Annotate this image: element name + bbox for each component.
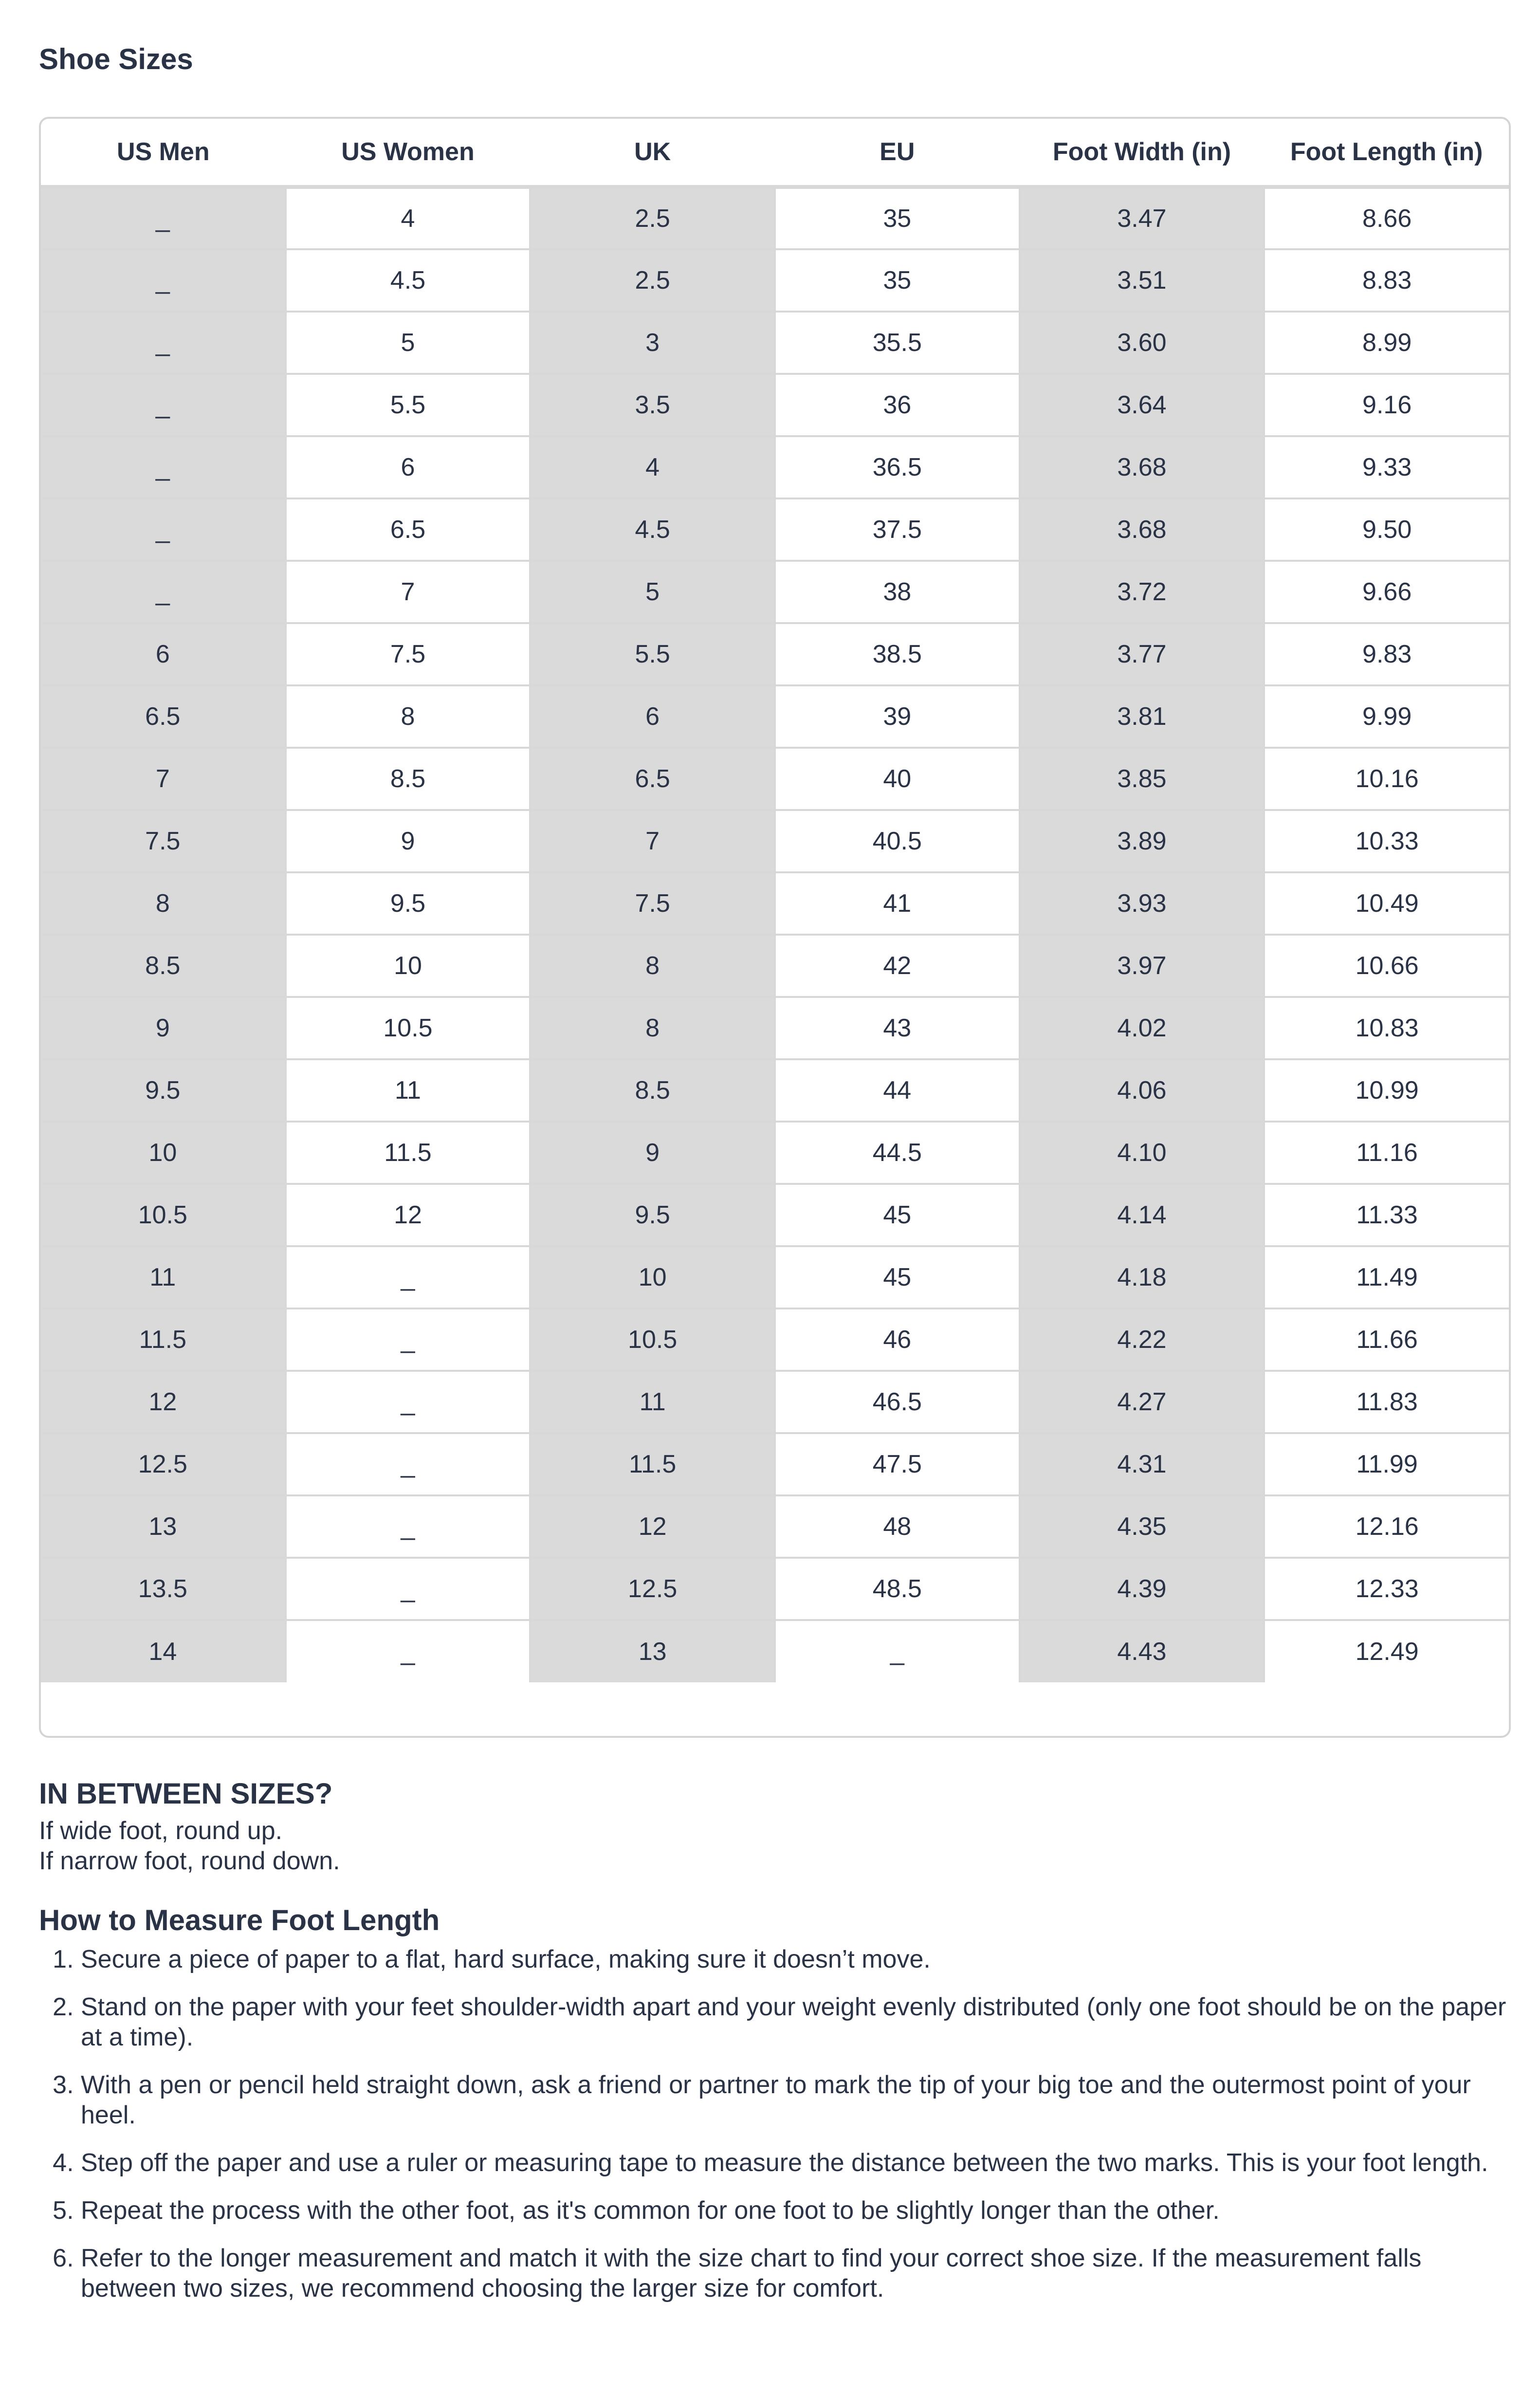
cell-uk: 4 <box>530 436 775 498</box>
cell-foot-width: 4.43 <box>1020 1620 1265 1682</box>
cell-foot-width: 4.39 <box>1020 1558 1265 1620</box>
cell-uk: 11.5 <box>530 1433 775 1495</box>
cell-eu: _ <box>775 1620 1020 1682</box>
column-header-eu: EU <box>775 119 1020 187</box>
cell-uk: 6.5 <box>530 748 775 810</box>
cell-us-men: 13.5 <box>41 1558 286 1620</box>
table-row <box>41 1558 1509 1620</box>
cell-us-women: _ <box>286 1308 531 1371</box>
cell-foot-width: 4.14 <box>1020 1184 1265 1246</box>
cell-us-men: _ <box>41 249 286 312</box>
cell-foot-length: 10.49 <box>1264 872 1509 935</box>
cell-uk: 8 <box>530 935 775 997</box>
table-row <box>41 312 1509 374</box>
cell-foot-width: 3.51 <box>1020 249 1265 312</box>
table-row <box>41 1308 1509 1371</box>
cell-uk: 8 <box>530 997 775 1059</box>
table-row <box>41 561 1509 623</box>
cell-us-women: 10.5 <box>286 997 531 1059</box>
cell-us-men: _ <box>41 187 286 249</box>
measure-step: 4. Step off the paper and use a ruler or measuring tape to measure the distance between the two marks. This is your foot length. <box>81 2148 1509 2178</box>
cell-eu: 36.5 <box>775 436 1020 498</box>
table-header <box>41 119 1509 187</box>
cell-us-women: 4.5 <box>286 249 531 312</box>
table-row <box>41 1246 1509 1308</box>
cell-foot-length: 12.16 <box>1264 1495 1509 1558</box>
cell-eu: 48.5 <box>775 1558 1020 1620</box>
cell-us-women: _ <box>286 1620 531 1682</box>
cell-foot-length: 10.16 <box>1264 748 1509 810</box>
cell-us-men: 13 <box>41 1495 286 1558</box>
cell-uk: 10 <box>530 1246 775 1308</box>
cell-eu: 37.5 <box>775 498 1020 561</box>
measure-step: 3. With a pen or pencil held straight down, ask a friend or partner to mark the tip of your big toe and the outermost point of your heel. <box>81 2070 1509 2130</box>
cell-eu: 41 <box>775 872 1020 935</box>
cell-foot-width: 3.93 <box>1020 872 1265 935</box>
cell-foot-width: 4.10 <box>1020 1122 1265 1184</box>
measure-heading: How to Measure Foot Length <box>39 1904 440 1936</box>
cell-uk: 12 <box>530 1495 775 1558</box>
cell-eu: 35 <box>775 187 1020 249</box>
cell-us-men: 10.5 <box>41 1184 286 1246</box>
cell-uk: 2.5 <box>530 187 775 249</box>
cell-foot-width: 3.72 <box>1020 561 1265 623</box>
table-body <box>41 187 1509 1682</box>
cell-eu: 39 <box>775 685 1020 748</box>
cell-us-women: _ <box>286 1371 531 1433</box>
cell-us-women: 10 <box>286 935 531 997</box>
cell-foot-width: 4.22 <box>1020 1308 1265 1371</box>
column-header-us-men: US Men <box>41 119 286 187</box>
table-row <box>41 1433 1509 1495</box>
cell-us-men: 14 <box>41 1620 286 1682</box>
cell-us-women: _ <box>286 1246 531 1308</box>
cell-uk: 5 <box>530 561 775 623</box>
cell-foot-length: 11.16 <box>1264 1122 1509 1184</box>
cell-eu: 43 <box>775 997 1020 1059</box>
cell-foot-length: 9.66 <box>1264 561 1509 623</box>
cell-foot-width: 3.64 <box>1020 374 1265 436</box>
cell-us-women: 9.5 <box>286 872 531 935</box>
table-row <box>41 498 1509 561</box>
cell-eu: 45 <box>775 1184 1020 1246</box>
cell-uk: 5.5 <box>530 623 775 685</box>
measure-step: 2. Stand on the paper with your feet shoulder-width apart and your weight evenly distributed (only one foot should be on the paper at a time). <box>81 1992 1509 2052</box>
cell-uk: 11 <box>530 1371 775 1433</box>
table-row <box>41 1059 1509 1122</box>
cell-foot-length: 8.99 <box>1264 312 1509 374</box>
cell-foot-width: 3.85 <box>1020 748 1265 810</box>
cell-eu: 46 <box>775 1308 1020 1371</box>
cell-eu: 45 <box>775 1246 1020 1308</box>
narrow-foot-tip: If narrow foot, round down. <box>39 1847 340 1875</box>
cell-eu: 47.5 <box>775 1433 1020 1495</box>
header-row <box>41 119 1509 187</box>
cell-uk: 3.5 <box>530 374 775 436</box>
cell-eu: 38.5 <box>775 623 1020 685</box>
cell-us-women: 6 <box>286 436 531 498</box>
cell-us-women: 7.5 <box>286 623 531 685</box>
column-header-foot-length: Foot Length (in) <box>1264 119 1509 187</box>
measure-step: 1. Secure a piece of paper to a flat, hard surface, making sure it doesn’t move. <box>81 1944 1509 1974</box>
cell-foot-length: 11.33 <box>1264 1184 1509 1246</box>
cell-foot-length: 12.49 <box>1264 1620 1509 1682</box>
table-row <box>41 1371 1509 1433</box>
cell-uk: 3 <box>530 312 775 374</box>
cell-foot-length: 11.99 <box>1264 1433 1509 1495</box>
cell-foot-length: 11.66 <box>1264 1308 1509 1371</box>
cell-foot-width: 4.18 <box>1020 1246 1265 1308</box>
cell-foot-width: 3.81 <box>1020 685 1265 748</box>
cell-us-women: 5 <box>286 312 531 374</box>
in-between-sizes-section <box>39 1772 1509 1876</box>
cell-foot-width: 4.35 <box>1020 1495 1265 1558</box>
table-row <box>41 997 1509 1059</box>
cell-us-men: 9.5 <box>41 1059 286 1122</box>
cell-us-women: 4 <box>286 187 531 249</box>
cell-us-women: _ <box>286 1558 531 1620</box>
cell-foot-length: 9.50 <box>1264 498 1509 561</box>
page-title: Shoe Sizes <box>39 43 193 75</box>
cell-us-men: 12 <box>41 1371 286 1433</box>
cell-foot-length: 10.33 <box>1264 810 1509 872</box>
size-chart-table <box>39 117 1511 1738</box>
cell-foot-length: 12.33 <box>1264 1558 1509 1620</box>
cell-us-men: 11 <box>41 1246 286 1308</box>
cell-us-women: _ <box>286 1495 531 1558</box>
cell-us-men: 10 <box>41 1122 286 1184</box>
cell-us-women: 6.5 <box>286 498 531 561</box>
column-header-foot-width: Foot Width (in) <box>1020 119 1265 187</box>
cell-foot-width: 4.31 <box>1020 1433 1265 1495</box>
cell-eu: 48 <box>775 1495 1020 1558</box>
table-row <box>41 935 1509 997</box>
cell-eu: 42 <box>775 935 1020 997</box>
cell-eu: 40 <box>775 748 1020 810</box>
cell-us-women: 7 <box>286 561 531 623</box>
cell-eu: 35 <box>775 249 1020 312</box>
measure-step: 5. Repeat the process with the other foot, as it's common for one foot to be slightly longer than the other. <box>81 2195 1509 2226</box>
cell-uk: 7.5 <box>530 872 775 935</box>
cell-us-women: 5.5 <box>286 374 531 436</box>
cell-us-women: 11.5 <box>286 1122 531 1184</box>
cell-uk: 6 <box>530 685 775 748</box>
table-row <box>41 623 1509 685</box>
cell-eu: 44 <box>775 1059 1020 1122</box>
cell-uk: 4.5 <box>530 498 775 561</box>
table-row <box>41 748 1509 810</box>
cell-foot-width: 3.60 <box>1020 312 1265 374</box>
cell-foot-length: 10.66 <box>1264 935 1509 997</box>
measure-foot-section <box>39 1898 1509 2321</box>
cell-us-men: 8 <box>41 872 286 935</box>
cell-foot-width: 4.27 <box>1020 1371 1265 1433</box>
cell-foot-width: 4.06 <box>1020 1059 1265 1122</box>
cell-us-women: 8 <box>286 685 531 748</box>
cell-us-women: 11 <box>286 1059 531 1122</box>
table-row <box>41 1184 1509 1246</box>
cell-foot-length: 9.33 <box>1264 436 1509 498</box>
cell-foot-width: 3.89 <box>1020 810 1265 872</box>
cell-us-men: 6.5 <box>41 685 286 748</box>
measure-step: 6. Refer to the longer measurement and match it with the size chart to find your correct shoe size. If the measurement falls between two sizes, we recommend choosing the larger size for comfort. <box>81 2243 1509 2303</box>
cell-us-men: _ <box>41 436 286 498</box>
cell-foot-length: 9.83 <box>1264 623 1509 685</box>
measure-steps-list <box>39 1944 1509 2303</box>
in-between-heading: IN BETWEEN SIZES? <box>39 1777 333 1810</box>
table-row <box>41 872 1509 935</box>
cell-us-men: 7 <box>41 748 286 810</box>
cell-us-men: 9 <box>41 997 286 1059</box>
cell-us-women: 8.5 <box>286 748 531 810</box>
cell-foot-width: 4.02 <box>1020 997 1265 1059</box>
cell-foot-length: 9.99 <box>1264 685 1509 748</box>
table-row <box>41 374 1509 436</box>
cell-us-women: _ <box>286 1433 531 1495</box>
cell-eu: 36 <box>775 374 1020 436</box>
cell-uk: 10.5 <box>530 1308 775 1371</box>
cell-eu: 35.5 <box>775 312 1020 374</box>
cell-foot-length: 8.83 <box>1264 249 1509 312</box>
cell-us-men: _ <box>41 374 286 436</box>
cell-foot-length: 11.49 <box>1264 1246 1509 1308</box>
table-row <box>41 436 1509 498</box>
table-row <box>41 685 1509 748</box>
cell-foot-width: 3.77 <box>1020 623 1265 685</box>
table-row <box>41 1122 1509 1184</box>
cell-foot-length: 10.99 <box>1264 1059 1509 1122</box>
cell-us-men: 7.5 <box>41 810 286 872</box>
cell-foot-length: 11.83 <box>1264 1371 1509 1433</box>
cell-foot-width: 3.47 <box>1020 187 1265 249</box>
cell-foot-length: 10.83 <box>1264 997 1509 1059</box>
cell-uk: 2.5 <box>530 249 775 312</box>
cell-foot-length: 8.66 <box>1264 187 1509 249</box>
cell-eu: 44.5 <box>775 1122 1020 1184</box>
table-row <box>41 1495 1509 1558</box>
cell-us-women: 12 <box>286 1184 531 1246</box>
cell-eu: 46.5 <box>775 1371 1020 1433</box>
cell-us-men: _ <box>41 498 286 561</box>
cell-foot-length: 9.16 <box>1264 374 1509 436</box>
table-row <box>41 810 1509 872</box>
cell-us-men: 8.5 <box>41 935 286 997</box>
size-table <box>41 119 1509 1682</box>
cell-eu: 38 <box>775 561 1020 623</box>
cell-us-men: 11.5 <box>41 1308 286 1371</box>
cell-eu: 40.5 <box>775 810 1020 872</box>
cell-foot-width: 3.68 <box>1020 436 1265 498</box>
cell-uk: 7 <box>530 810 775 872</box>
table-row <box>41 249 1509 312</box>
cell-us-men: 6 <box>41 623 286 685</box>
cell-uk: 9 <box>530 1122 775 1184</box>
cell-uk: 8.5 <box>530 1059 775 1122</box>
cell-uk: 12.5 <box>530 1558 775 1620</box>
table-row <box>41 1620 1509 1682</box>
cell-us-men: 12.5 <box>41 1433 286 1495</box>
column-header-us-women: US Women <box>286 119 531 187</box>
cell-us-women: 9 <box>286 810 531 872</box>
cell-foot-width: 3.97 <box>1020 935 1265 997</box>
column-header-uk: UK <box>530 119 775 187</box>
table-row <box>41 187 1509 249</box>
cell-uk: 13 <box>530 1620 775 1682</box>
cell-us-men: _ <box>41 561 286 623</box>
cell-us-men: _ <box>41 312 286 374</box>
wide-foot-tip: If wide foot, round up. <box>39 1817 283 1845</box>
cell-uk: 9.5 <box>530 1184 775 1246</box>
cell-foot-width: 3.68 <box>1020 498 1265 561</box>
